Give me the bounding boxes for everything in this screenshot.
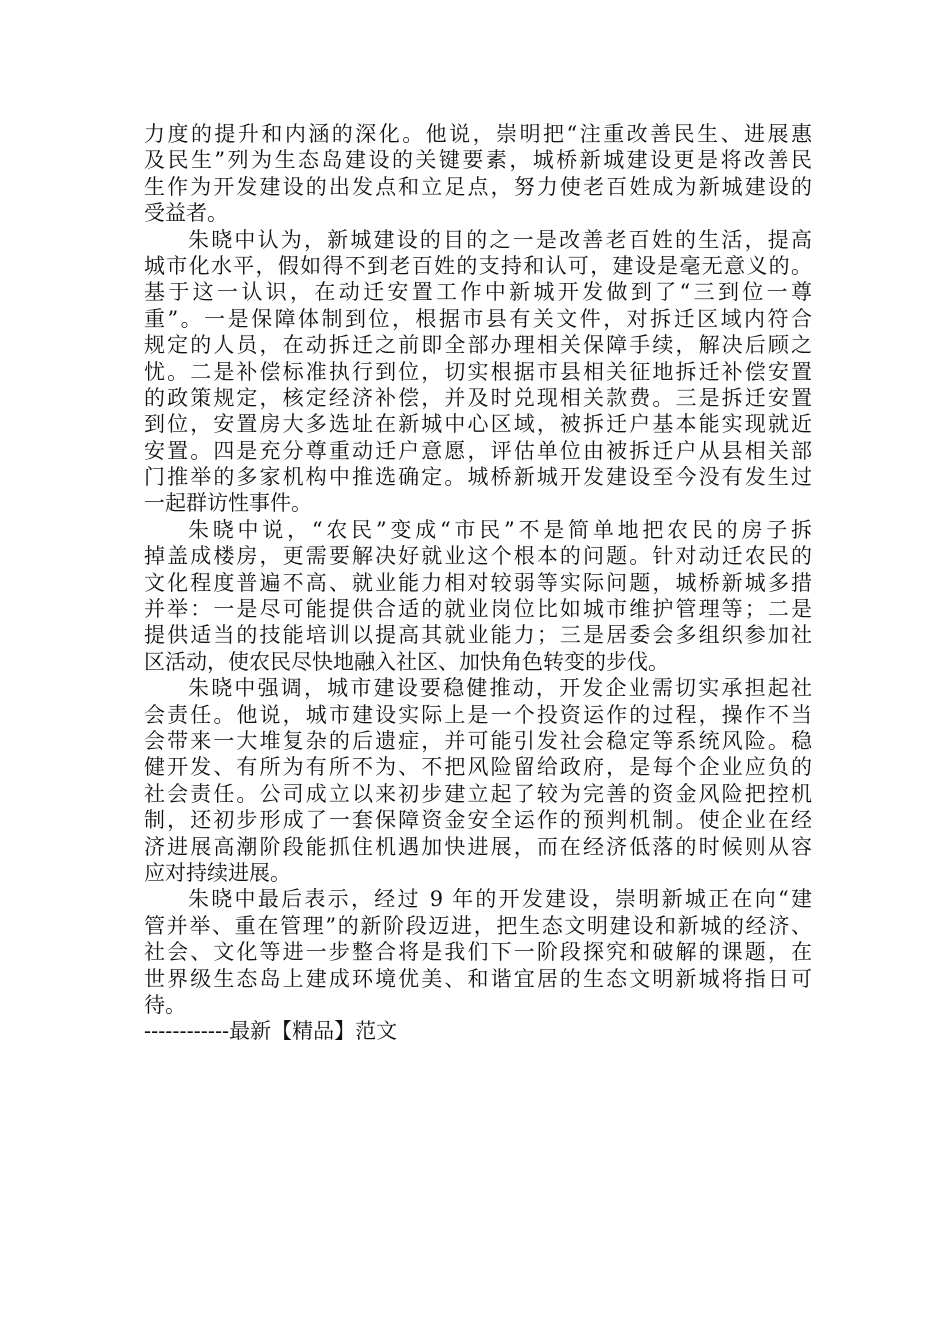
text-line: 朱晓中最后表示，经过 9 年的开发建设，崇明新城正在向“建 (188, 887, 812, 912)
text-line: 忧。二是补偿标准执行到位，切实根据市县相关征地拆迁补偿安置 (144, 359, 812, 384)
text-line: 并举：一是尽可能提供合适的就业岗位比如城市维护管理等；二是 (144, 597, 812, 622)
footer-text: ------------最新【精品】范文 (144, 1019, 398, 1043)
text-line: 城市化水平，假如得不到老百姓的支持和认可，建设是毫无意义的。 (144, 253, 812, 278)
text-line: 一起群访性事件。 (144, 491, 312, 516)
text-line: 力度的提升和内涵的深化。他说，崇明把“注重改善民生、进展惠 (144, 122, 812, 146)
paragraph (144, 121, 812, 227)
text-line: 文化程度普遍不高、就业能力相对较弱等实际问题，城桥新城多措 (144, 570, 812, 595)
text-line: 济进展高潮阶段能抓住机遇加快进展，而在经济低落的时候则从容 (144, 834, 812, 859)
article-body (144, 121, 812, 1018)
text-line: 社会责任。公司成立以来初步建立起了较为完善的资金风险把控机 (144, 781, 812, 806)
text-line: 制，还初步形成了一套保障资金安全运作的预判机制。使企业在经 (144, 808, 812, 833)
text-line: 世界级生态岛上建成环境优美、和谐宜居的生态文明新城将指日可 (144, 966, 812, 991)
paragraph (144, 886, 812, 1018)
text-line: 规定的人员，在动拆迁之前即全部办理相关保障手续，解决后顾之 (144, 333, 812, 358)
text-line: 到位，安置房大多选址在新城中心区域，被拆迁户基本能实现就近 (144, 412, 812, 437)
text-line: 基于这一认识，在动迁安置工作中新城开发做到了“三到位一尊 (144, 280, 812, 305)
text-line: 社会、文化等进一步整合将是我们下一阶段探究和破解的课题，在 (144, 940, 812, 965)
text-line: 及民生”列为生态岛建设的关键要素，城桥新城建设更是将改善民 (144, 148, 812, 173)
text-line: 门推举的多家机构中推选确定。城桥新城开发建设至今没有发生过 (144, 465, 812, 490)
text-line: 会责任。他说，城市建设实际上是一个投资运作的过程，操作不当 (144, 702, 812, 727)
text-line: 应对持续进展。 (144, 860, 291, 885)
text-line: 安置。四是充分尊重动迁户意愿，评估单位由被拆迁户从县相关部 (144, 438, 812, 463)
text-line: 重”。一是保障体制到位，根据市县有关文件，对拆迁区域内符合 (144, 306, 812, 331)
text-line: 提供适当的技能培训以提高其就业能力；三是居委会多组织参加社 (144, 623, 812, 648)
paragraph (144, 227, 812, 517)
text-line: 掉盖成楼房，更需要解决好就业这个根本的问题。针对动迁农民的 (144, 544, 812, 569)
text-line: 生作为开发建设的出发点和立足点，努力使老百姓成为新城建设的 (144, 174, 812, 199)
text-line: 受益者。 (144, 201, 228, 226)
paragraph (144, 517, 812, 675)
text-line: 健开发、有所为有所不为、不把风险留给政府，是每个企业应负的 (144, 755, 812, 780)
text-line: 朱晓中认为，新城建设的目的之一是改善老百姓的生活，提高 (188, 227, 812, 252)
text-line: 朱晓中强调，城市建设要稳健推动，开发企业需切实承担起社 (188, 676, 812, 701)
text-line: 会带来一大堆复杂的后遗症，并可能引发社会稳定等系统风险。稳 (144, 728, 812, 753)
paragraph (144, 675, 812, 886)
text-line: 的政策规定，核定经济补偿，并及时兑现相关款费。三是拆迁安置 (144, 385, 812, 410)
text-line: 待。 (144, 992, 186, 1017)
text-line: 区活动，使农民尽快地融入社区、加快角色转变的步伐。 (144, 649, 669, 674)
text-line: 管并举、重在管理”的新阶段迈进，把生态文明建设和新城的经济、 (144, 913, 812, 938)
text-line: 朱晓中说，“农民”变成“市民”不是简单地把农民的房子拆 (188, 517, 812, 542)
